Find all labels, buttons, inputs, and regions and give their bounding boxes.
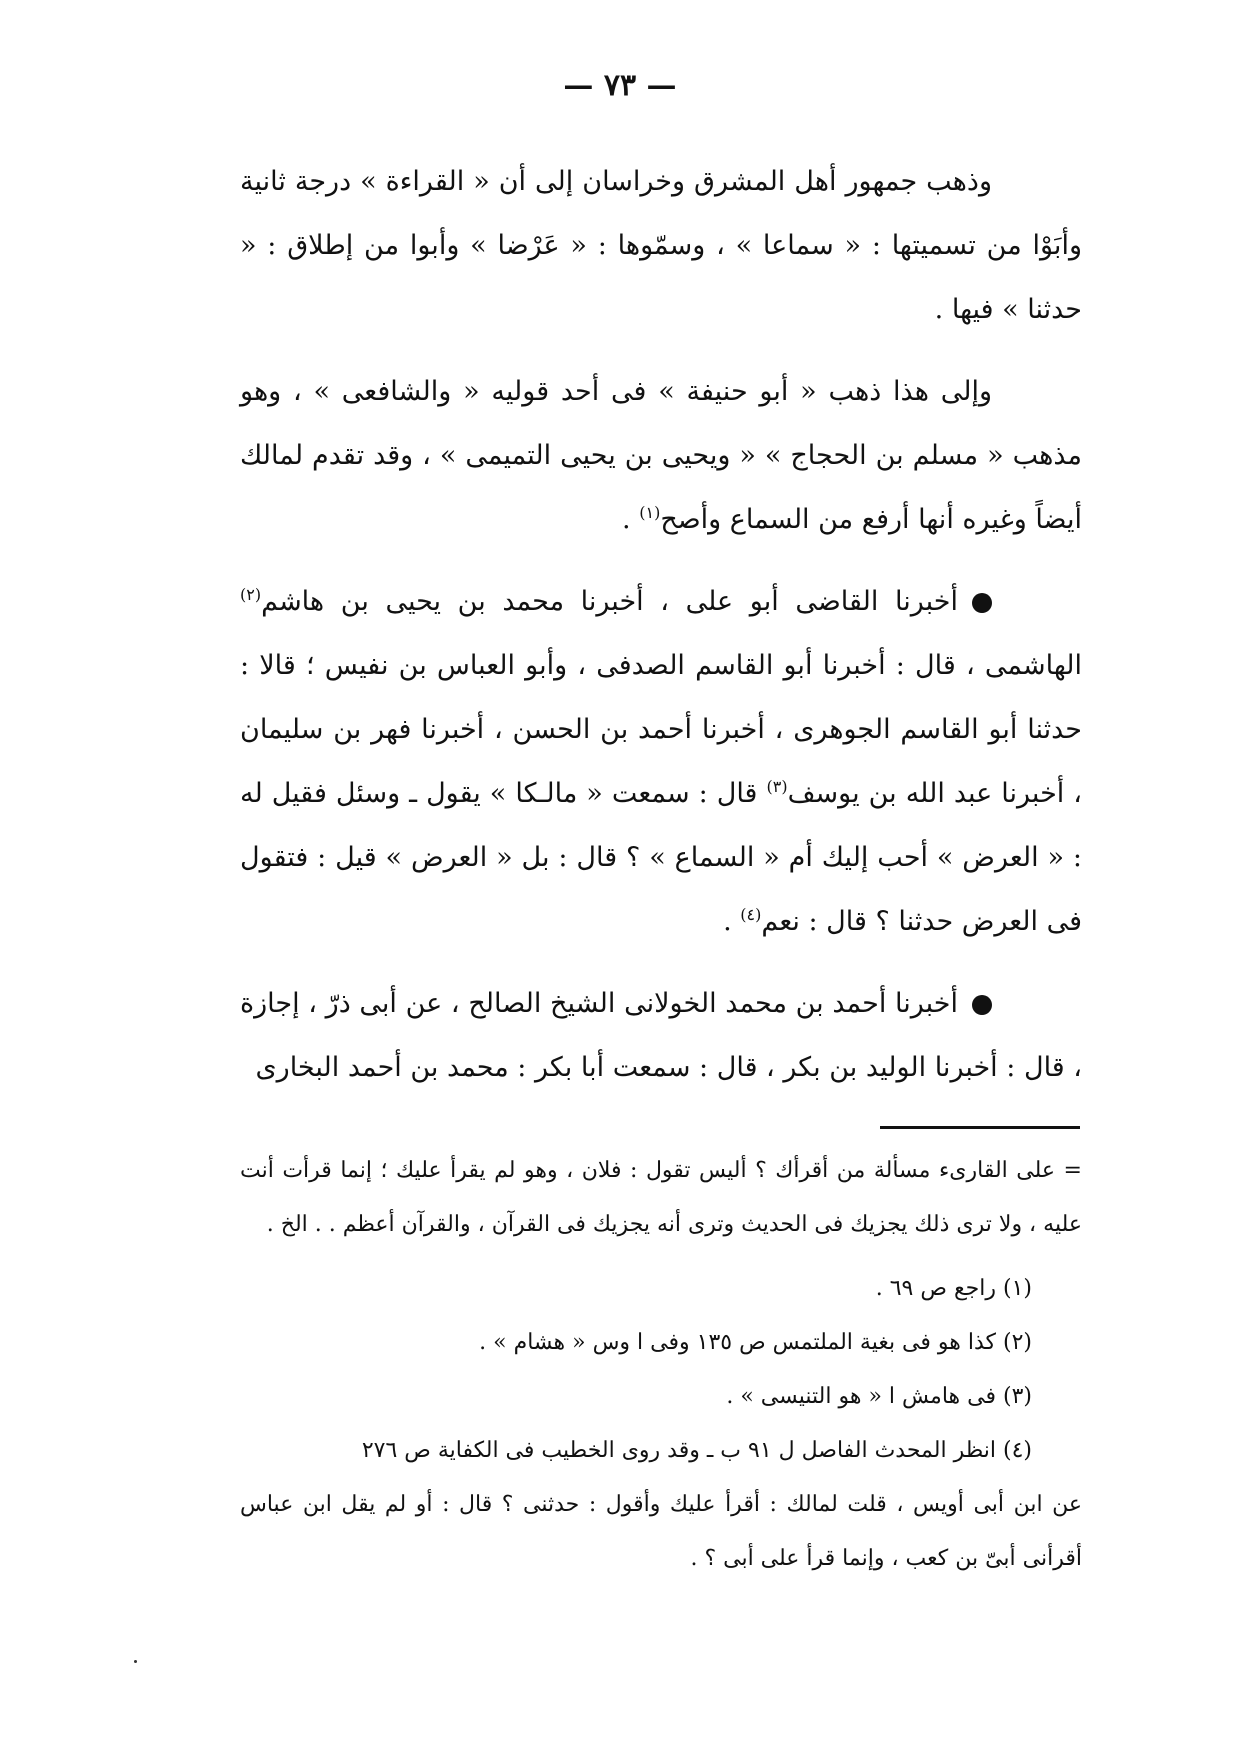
footnote-continuation: = على القارىء مسألة من أقرأك ؟ أليس تقول : فلان ، وهو لم يقرأ عليك ؛ إنما قرأت أنت عليه ، ولا ترى ذلك يجزيك فى الحديث وترى أنه يجزيك فى القرآن ، والقرآن أعظم . . الخ . xyxy=(240,1158,1082,1237)
page-number: — ٧٣ — xyxy=(563,68,677,103)
footnote-separator xyxy=(880,1126,1080,1129)
paragraph-4-text: أخبرنا أحمد بن محمد الخولانى الشيخ الصالح ، عن أبى ذرّ ، إجازة ، قال : أخبرنا الوليد بن بكر ، قال : سمعت أبا بكر : محمد بن أحمد البخارى xyxy=(240,988,1082,1083)
paragraph-3 xyxy=(240,570,1082,954)
footnote-2: (٢) كذا هو فى بغية الملتمس ص ١٣٥ وفى ا وس « هشام » . xyxy=(479,1330,1032,1355)
paragraph-4 xyxy=(240,972,1082,1100)
footnote-4-continued: عن ابن أبى أويس ، قلت لمالك : أقرأ عليك وأقول : حدثنى ؟ قال : أو لم يقل ابن عباس أقرأنى أبىّ بن كعب ، وإنما قرأ على أبى ؟ . xyxy=(240,1492,1082,1571)
footnote-4: (٤) انظر المحدث الفاصل ل ٩١ ب ـ وقد روى الخطيب فى الكفاية ص ٢٧٦ xyxy=(361,1438,1032,1463)
footnote-ref-4: (٤) xyxy=(740,905,762,924)
footnotes xyxy=(240,1144,1082,1586)
footnote-ref-3: (٣) xyxy=(766,777,788,796)
footnote-ref-1: (١) xyxy=(639,503,661,522)
paragraph-3-text-a: أخبرنا القاضى أبو على ، أخبرنا محمد بن يحيى بن هاشم xyxy=(261,586,958,617)
footnote-1: (١) راجع ص ٦٩ . xyxy=(875,1276,1032,1301)
paragraph-2-text: وإلى هذا ذهب « أبو حنيفة » فى أحد قوليه « والشافعى » ، وهو مذهب « مسلم بن الحجاج » « ويحيى بن يحيى التميمى » ، وقد تقدم لمالك أيضاً وغيره أنها أرفع من السماع وأصح xyxy=(240,376,1082,535)
paragraph-1: وذهب جمهور أهل المشرق وخراسان إلى أن « القراءة » درجة ثانية وأبَوْا من تسميتها : « سماعا » ، وسمّوها : « عَرْضا » وأبوا من إطلاق : « حدثنا » فيها . xyxy=(240,166,1082,325)
footnote-ref-2: (٢) xyxy=(240,585,262,604)
paragraph-2 xyxy=(240,360,1082,552)
period: . xyxy=(723,906,732,937)
paragraph-3-text-c: قال : سمعت « مالـكا » يقول ـ وسئل فقيل له : « العرض » أحب إليك أم « السماع » ؟ قال : بل « العرض » قيل : فتقول فى العرض حدثنا ؟ قال : نعم xyxy=(240,778,1082,937)
bullet-icon xyxy=(972,593,992,613)
period: . xyxy=(622,504,631,535)
bullet-icon xyxy=(972,995,992,1015)
footnote-3: (٣) فى هامش ا « هو التنيسى » . xyxy=(726,1384,1032,1409)
scan-speck xyxy=(134,1660,137,1663)
main-text xyxy=(240,150,1082,1118)
paragraph-3-text-b: الهاشمى ، قال : أخبرنا أبو القاسم الصدفى ، وأبو العباس بن نفيس ؛ قالا : حدثنا أبو القاسم الجوهرى ، أخبرنا أحمد بن الحسن ، أخبرنا فهر بن سليمان ، أخبرنا عبد الله بن يوسف xyxy=(240,650,1082,809)
